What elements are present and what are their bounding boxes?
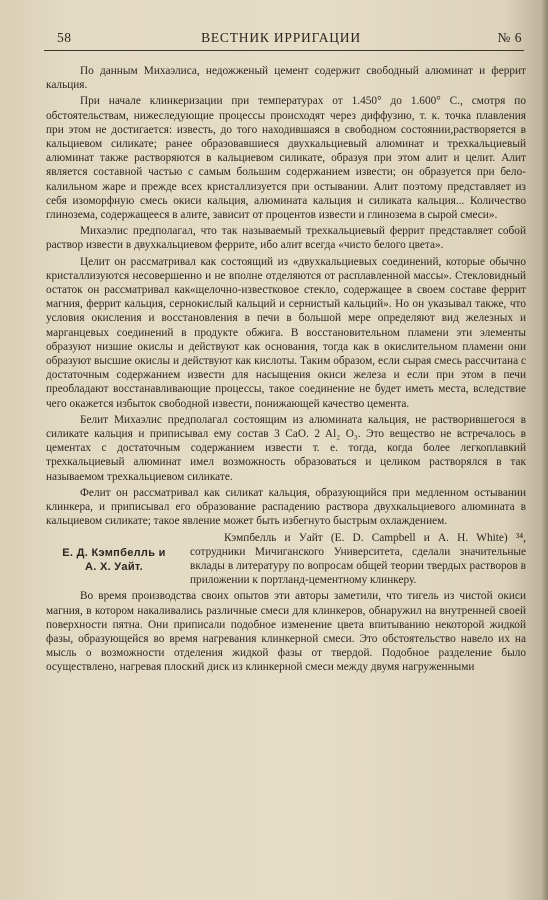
authors-section [46,531,526,588]
paragraph-7: Кэмпбелль и Уайт (Е. D. Campbell и А. Н. White) ³⁴, сотрудники Мичиганского Университета, сделали значительные вклады в литературу по вопросам общей теории твердых растворов в приложении к портланд-цементному клинкеру. [190,531,526,587]
page-number: 58 [57,30,72,45]
paragraph-2: При начале клинкеризации при температурах от 1.450° до 1.600° С., смотря по обстоятельствам, нижеследующие процессы происходят через диффузию, т. к. точка плавления при этом не достигается: известь, до того находившаяся в свободном состоянии,растворяется в кальциевом силикате; ранее образовавшиеся двухкальциевый алюминат и трехкальциевый алюминат также растворяются в кальциевом силикате, образуя при этом алит и целит. Алит является составной частью с самым большим содержанием извести; он образуется при бело-калильном жаре и прежде всех кристаллизуется при остывании. Алит поэтому представляет из себя изоморфную смесь окиси кальция, алюмината кальция и силиката кальция... Количество глинозема, содержащееся в алите, зависит от процентов извести и глинозема в сырой смеси». [46,95,526,222]
paragraph-1: По данным Михаэлиса, недожженый цемент содержит свободный алюминат и феррит кальция. [46,65,526,92]
side-heading [46,546,182,574]
page-edge-shadow [540,0,548,900]
paragraph-3: Михаэлис предполагал, что так называемый трехкальциевый феррит представляет собой раствор извести в двухкальциевом феррите, ибо алит всегда «чисто белого цвета». [46,225,526,252]
running-header [40,30,522,50]
side-heading-line-2: А. Х. Уайт. [84,560,143,573]
journal-title: ВЕСТНИК ИРРИГАЦИИ [201,30,361,45]
paragraph-4: Целит он рассматривал как состоящий из «двухкальциевых соединений, которые обычно кристаллизуются несовершенно и не вполне отделяются от расплавленной массы». Стекловидный остаток он рассматривал как«щелочно-известковое стекло, содержащее в своем составе феррит магния, феррит кальция, сернокислый кальций и сернистый кальций». Но он указывал также, что условия окисления и восстановления в печи в большой мере определяют вид железных и марганцевых соединений в продукте обжига. В восстановительном пламени эти элементы образуют низшие окислы и действуют как основания, тогда как в окислительном пламени они образуют высшие окислы и действуют как кислоты. Таким образом, если сырая смесь рассчитана с достаточным содержанием извести для насыщения окиси железа и если при этом в печи преобладают восстанавливающие процессы, такое соединение не будет иметь места, вследствие чего окажется избыток свободной извести, понижающей качество цемента. [46,255,526,410]
paragraph-5: Белит Михаэлис предполагал состоящим из алюмината кальция, не растворившегося в силикате кальция и приписывал ему состав 3 CaO. 2 Al₂ O₃. Это вещество не встречалось в цементах с достаточным содержанием извести т. е. тогда, когда более легкоплавкий трехкальциевый алюминат имел возможность образоваться и целиком растворялся в так называемом трехкальциевом силикате. [46,413,526,483]
paragraph-6: Фелит он рассматривал как силикат кальция, образующийся при медленном остывании клинкера, и приписывал его образование распадению раствора двухкальциевого алюмината в кальциевом силикате; такое явление может быть избегнуто быстрым охлаждением. [46,486,526,528]
article-body [46,64,526,675]
side-heading-line-1: Е. Д. Кэмпбелль и [62,546,166,559]
header-rule [44,50,524,51]
paragraph-8: Во время производства своих опытов эти авторы заметили, что тигель из чистой окиси магния, в котором накаливались различные смеси для клинкеров, обнаружил на внутренней своей поверхности пятна. Они приписали подобное изменение цвета впитыванию некоторой жидкой фазы, образующейся во время нагревания клинкерной смеси. Это обстоятельство навело их на мысль о возможности отделения жидкой фазы от твердой. Подобное разделение было осуществлено, нагревая плоский диск из клинкерной смеси между двумя нагруженными [46,590,526,674]
issue-number: № 6 [497,30,522,45]
